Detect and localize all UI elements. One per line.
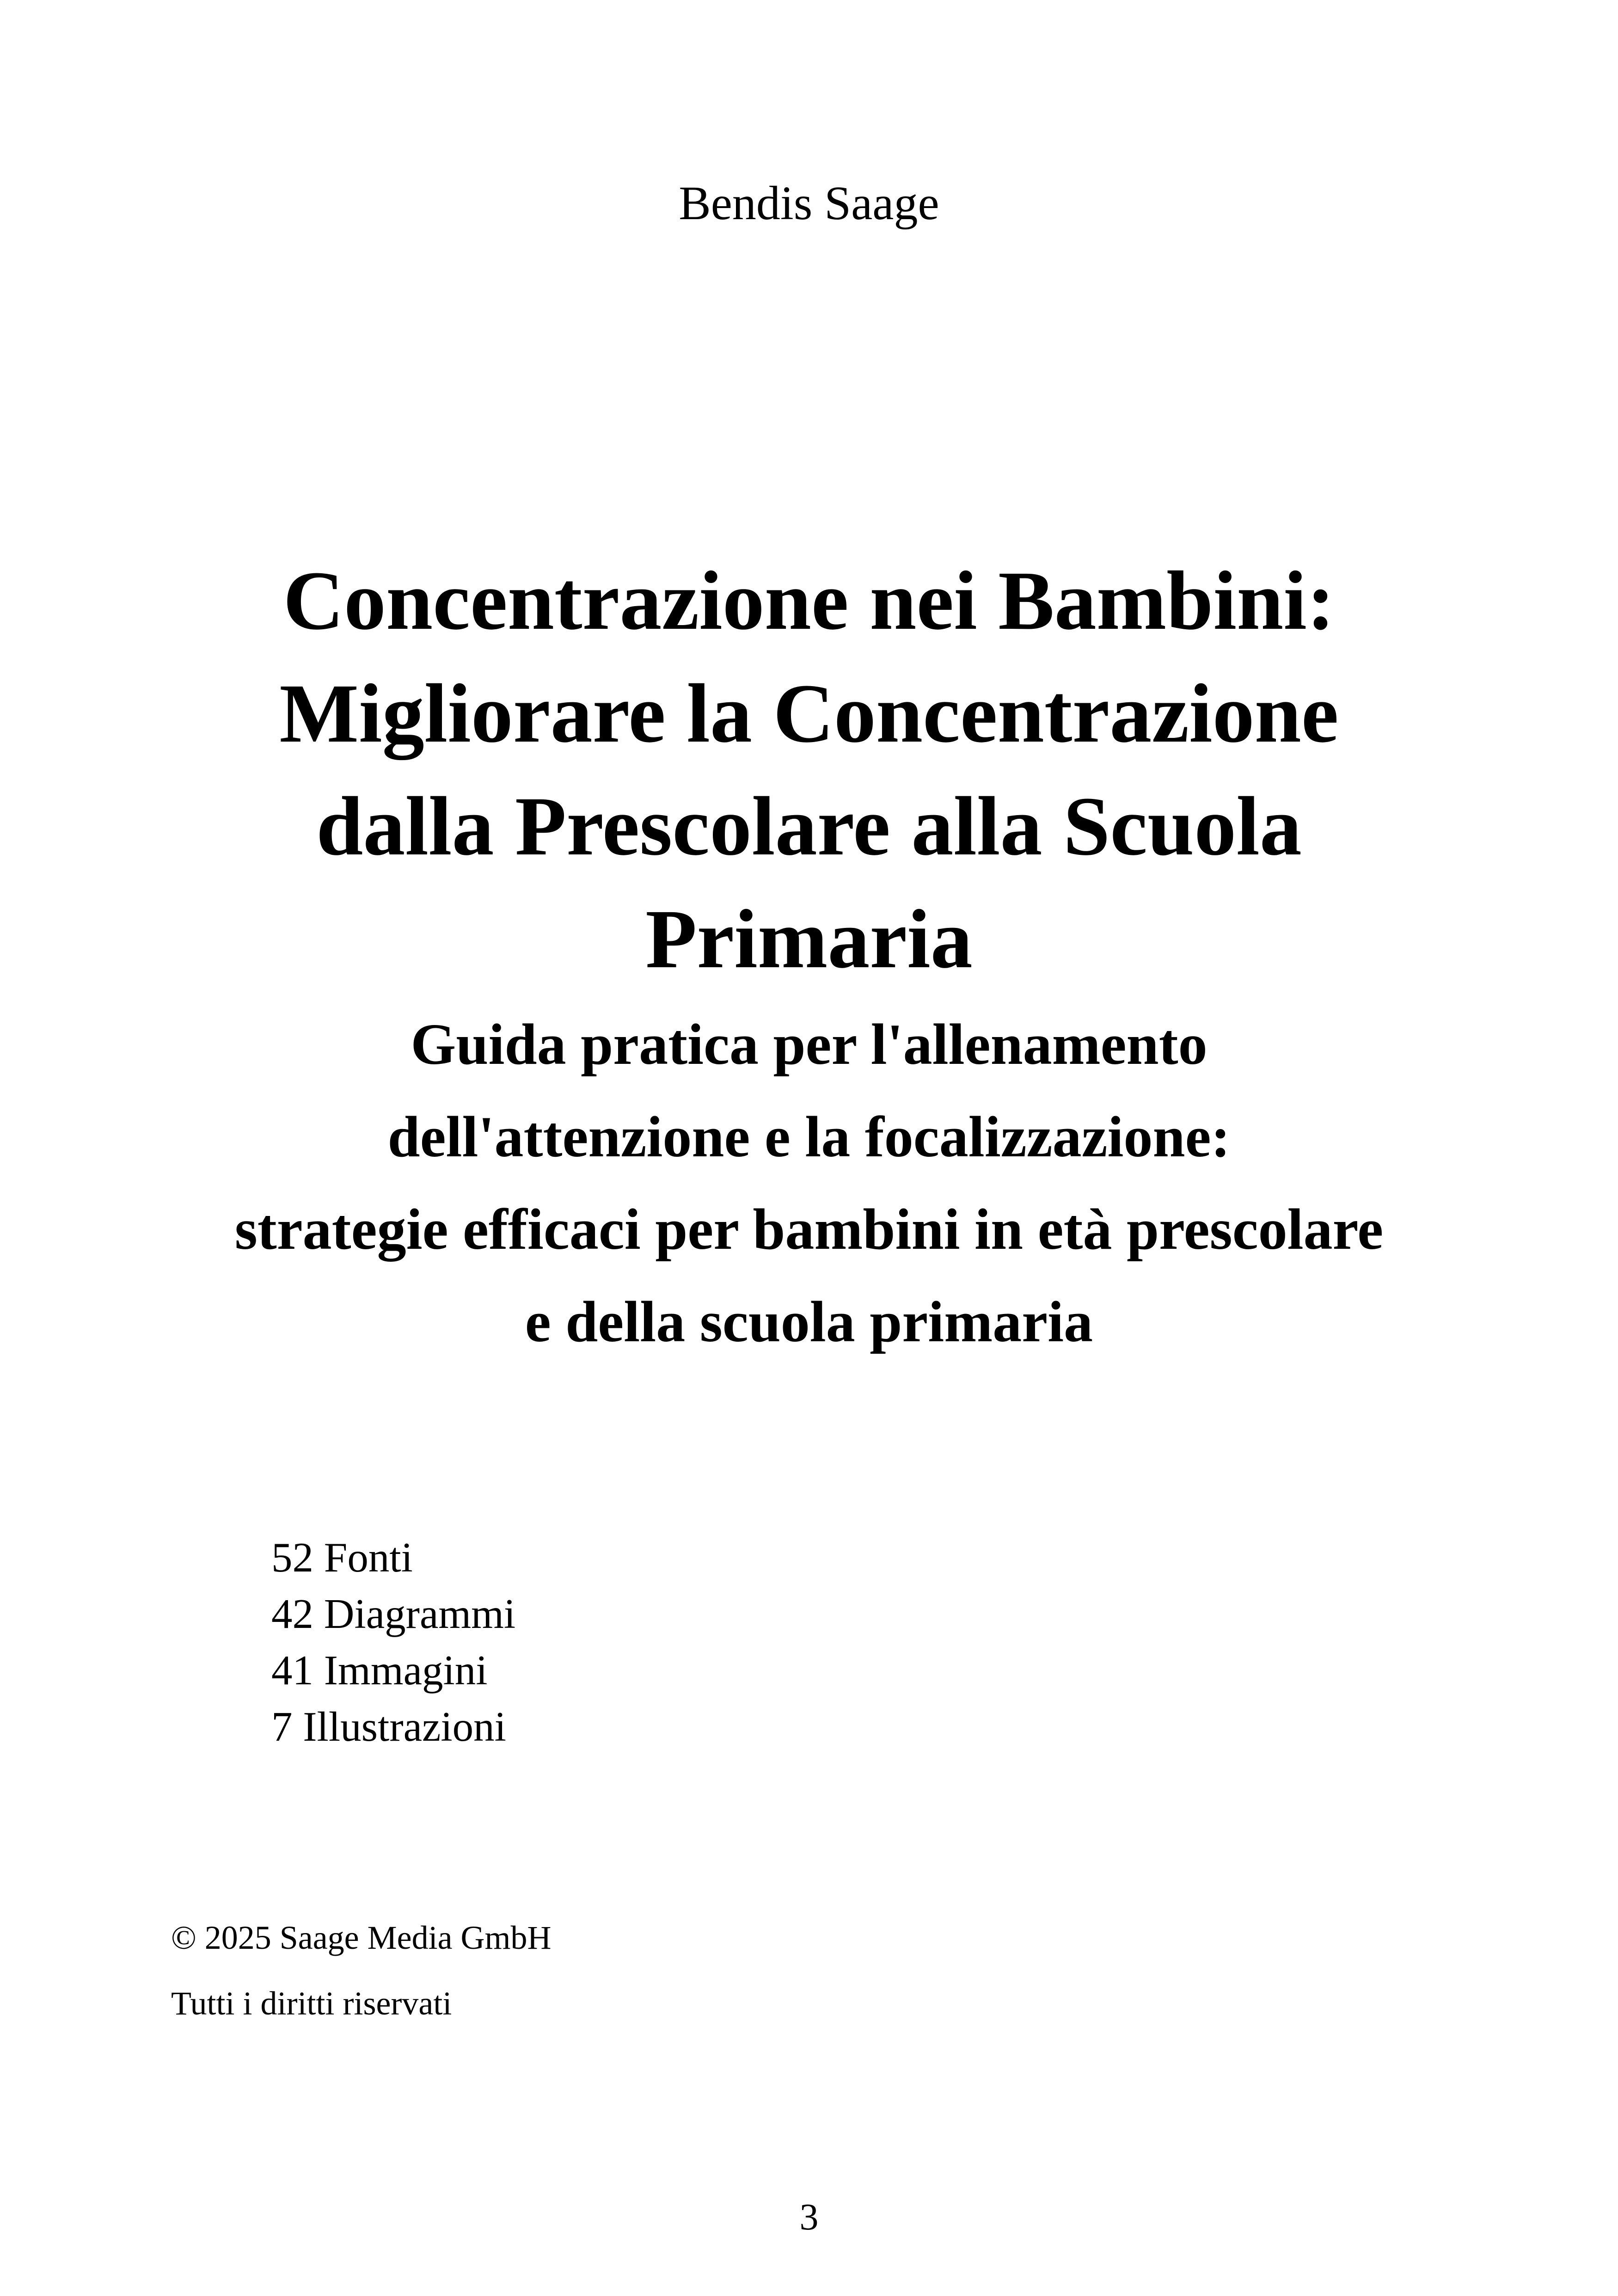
stat-sources: 52 Fonti	[271, 1534, 413, 1581]
title-line: Concentrazione nei Bambini:	[283, 554, 1335, 647]
stat-illustrations: 7 Illustrazioni	[271, 1703, 506, 1750]
book-subtitle	[46, 999, 1572, 1369]
subtitle-line: strategie efficaci per bambini in età prescolare	[234, 1197, 1384, 1262]
subtitle-line: dell'attenzione e la focalizzazione:	[387, 1105, 1231, 1169]
stat-diagrams: 42 Diagrammi	[271, 1590, 516, 1637]
book-title	[92, 545, 1526, 996]
copyright-notice: © 2025 Saage Media GmbH	[171, 1919, 552, 1956]
rights-notice: Tutti i diritti riservati	[171, 1985, 452, 2022]
author-name: Bendis Saage	[679, 177, 939, 230]
title-line: Primaria	[645, 893, 973, 986]
title-line: Migliorare la Concentrazione	[279, 667, 1339, 760]
subtitle-line: e della scuola primaria	[525, 1290, 1093, 1354]
book-stats-list	[271, 1529, 515, 1755]
title-line: dalla Prescolare alla Scuola	[316, 780, 1302, 873]
stat-images: 41 Immagini	[271, 1647, 488, 1694]
subtitle-line: Guida pratica per l'allenamento	[411, 1013, 1207, 1077]
page-number: 3	[799, 2196, 819, 2238]
